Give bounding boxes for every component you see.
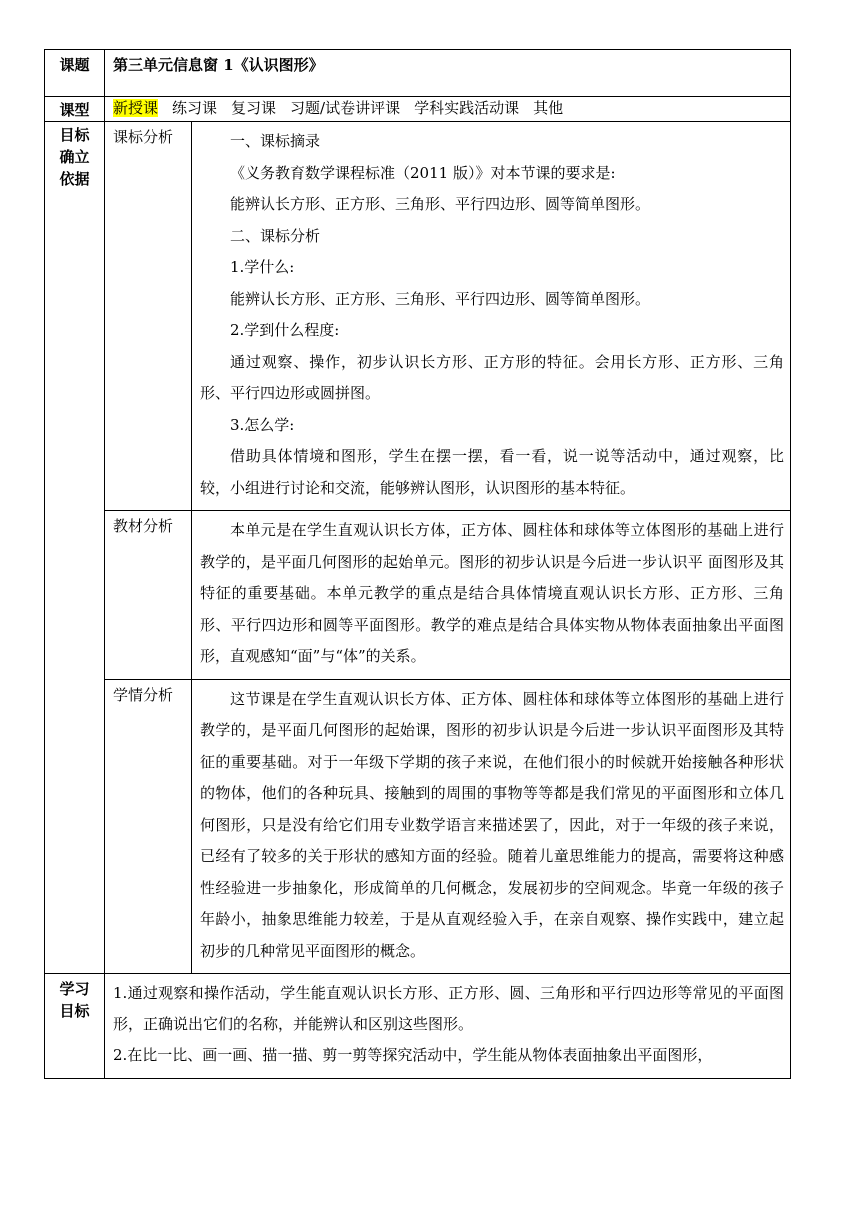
objective-2: 2.在比一比、画一画、描一描、剪一剪等探究活动中，学生能从物体表面抽象出平面图形， bbox=[113, 1046, 713, 1064]
curriculum-line-9: 3.怎么学: bbox=[230, 415, 295, 434]
type-options bbox=[105, 97, 791, 122]
type-option-practice-activity: 学科实践活动课 bbox=[414, 99, 520, 117]
textbook-text: 本单元是在学生直观认识长方体，正方体、圆柱体和球体等立体图形的基础上进行 教学的，是平面几何图形的起始单元。图形的初步认识是今后进一步认识平 面图形及其特征的重要基础。本单元教学的重点是结合具体情境直观认识长方形、正方形、三角形、平行四边形和圆等平面图形。教学的难点是结合具体实物从物体表面抽象出平面图形，直观感知“面”与“体”的关系。 bbox=[200, 521, 785, 665]
curriculum-line-3: 能辨认长方形、正方形、三角形、平行四边形、圆等简单图形。 bbox=[230, 195, 651, 213]
topic-row bbox=[45, 50, 791, 97]
type-label: 课型 bbox=[45, 97, 105, 122]
objectives-content bbox=[105, 974, 791, 1079]
learners-label: 学情分析 bbox=[105, 679, 192, 974]
objectives-label bbox=[45, 974, 105, 1079]
learners-row bbox=[45, 679, 791, 974]
type-option-exercise-review: 习题/试卷讲评课 bbox=[290, 99, 401, 117]
topic-label: 课题 bbox=[45, 50, 105, 97]
lesson-plan-table bbox=[44, 49, 791, 1079]
curriculum-content bbox=[192, 122, 791, 511]
type-row bbox=[45, 97, 791, 122]
curriculum-line-7: 2.学到什么程度: bbox=[230, 321, 340, 339]
textbook-label: 教材分析 bbox=[105, 511, 192, 680]
topic-value: 第三单元信息窗 1《认识图形》 bbox=[105, 50, 791, 97]
learners-text: 这节课是在学生直观认识长方体、正方体、圆柱体和球体等立体图形的基础上进行教学的，是平面几何图形的起始课，图形的初步认识是今后进一步认识平面图形及其特征的重要基础。对于一年级下学期的孩子来说，在他们很小的时候就开始接触各种形状的物体，他们的各种玩具、接触到的周围的事物等等都是我们常见的平面图形和立体几何图形，只是没有给它们用专业数学语言来描述罢了，因此，对于一年级的孩子来说，已经有了较多的关于形状的感知方面的经验。随着儿童思维能力的提高，需要将这种感性经验进一步抽象化，形成简单的几何概念，发展初步的空间观念。毕竟一年级的孩子年龄小，抽象思维能力较差，于是从直观经验入手，在亲自观察、操作实践中，建立起初步的几种常见平面图形的概念。 bbox=[200, 689, 785, 960]
textbook-row bbox=[45, 511, 791, 680]
textbook-content bbox=[192, 511, 791, 680]
objective-1: 1.通过观察和操作活动，学生能直观认识长方形、正方形、圆、三角形和平行四边形等常见的平面图形，正确说出它们的名称，并能辨认和区别这些图形。 bbox=[113, 984, 785, 1033]
curriculum-line-4: 二、课标分析 bbox=[230, 226, 321, 245]
curriculum-line-8: 通过观察、操作，初步认识长方形、正方形的特征。会用长方形、正方形、三角形、平行四边形或圆拼图。 bbox=[200, 352, 785, 402]
curriculum-line-5: 1.学什么: bbox=[230, 258, 295, 276]
type-option-new: 新授课 bbox=[113, 99, 159, 117]
curriculum-line-6: 能辨认长方形、正方形、三角形、平行四边形、圆等简单图形。 bbox=[230, 289, 651, 308]
type-option-other: 其他 bbox=[533, 99, 564, 117]
type-option-review: 复习课 bbox=[231, 99, 277, 117]
type-option-practice: 练习课 bbox=[172, 99, 218, 117]
basis-label bbox=[45, 122, 105, 974]
curriculum-line-2: 《义务教育数学课程标准（2011 版）》对本节课的要求是: bbox=[230, 163, 616, 182]
curriculum-line-1: 一、课标摘录 bbox=[230, 132, 321, 150]
curriculum-row bbox=[45, 122, 791, 511]
curriculum-line-10: 借助具体情境和图形，学生在摆一摆，看一看，说一说等活动中，通过观察，比较，小组进行讨论和交流，能够辨认图形，认识图形的基本特征。 bbox=[200, 447, 785, 497]
learners-content bbox=[192, 679, 791, 974]
objectives-row bbox=[45, 974, 791, 1079]
curriculum-label: 课标分析 bbox=[105, 122, 192, 511]
objectives-label-text: 学习目标 bbox=[59, 980, 90, 1020]
basis-label-text: 目标确立依据 bbox=[59, 126, 90, 188]
